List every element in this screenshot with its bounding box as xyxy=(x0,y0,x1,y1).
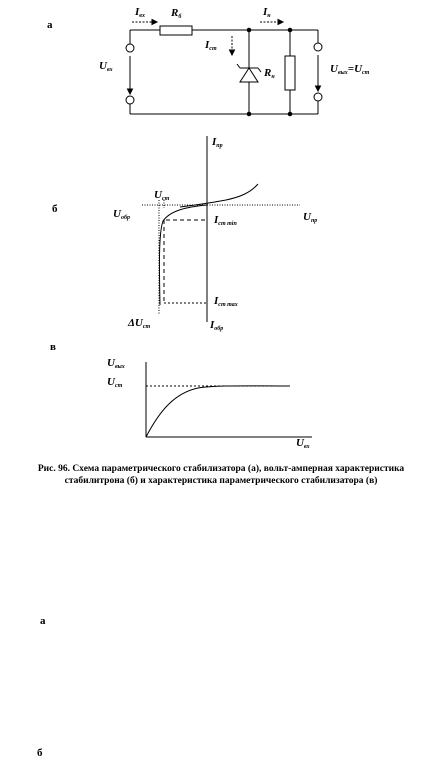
zener-bar-tail-left xyxy=(237,64,240,68)
ballast-resistor xyxy=(160,26,192,35)
label-u-out: $U_{вых}=U_{ст}$ xyxy=(330,63,370,76)
label-u-reverse: $U_{обр}$ xyxy=(113,208,130,221)
label-u-forward: $U_{пр}$ xyxy=(303,211,318,224)
label-i-in: $I_{вх}$ xyxy=(135,6,145,19)
label-i-zener: $I_{ст}$ xyxy=(205,39,217,52)
part-label-b-2: б xyxy=(37,747,43,759)
junction-dot xyxy=(247,28,251,32)
output-terminal-bottom xyxy=(314,93,322,101)
part-label-b: б xyxy=(52,203,58,215)
i-in-arrowhead xyxy=(152,20,157,25)
label-u-st: $U_{ст}$ xyxy=(154,189,170,202)
u-in-arrowhead xyxy=(128,89,133,94)
transfer-curve xyxy=(146,386,290,437)
zener-bar-tail-right xyxy=(258,68,261,72)
transfer-characteristic xyxy=(146,362,312,437)
input-terminal-top xyxy=(126,44,134,52)
label-i-reverse: $I_{обр}$ xyxy=(210,319,224,332)
junction-dot xyxy=(247,112,251,116)
label-u-in-axis: $U_{вх}$ xyxy=(296,437,310,450)
junction-dot xyxy=(288,112,292,116)
figure-caption: Рис. 96. Схема параметрического стабилизатора (а), вольт-амперная характеристика стабилитрона (б) и характеристика параметрического стабилизатора (в) xyxy=(37,464,405,486)
label-i-st-max: $I_{ст max}$ xyxy=(214,295,238,308)
input-terminal-bottom xyxy=(126,96,134,104)
i-load-arrowhead xyxy=(278,20,283,25)
part-label-a: а xyxy=(47,19,53,31)
output-terminal-top xyxy=(314,43,322,51)
i-zener-arrowhead xyxy=(230,50,235,55)
label-r-ballast: $R_б$ xyxy=(171,7,182,20)
label-u-in: $U_{вх}$ xyxy=(99,60,113,73)
part-label-v: в xyxy=(50,341,56,353)
label-i-st-min: $I_{ст min}$ xyxy=(214,214,237,227)
label-i-forward: $I_{пр}$ xyxy=(212,136,223,149)
circuit-diagram xyxy=(126,20,322,116)
iv-characteristic xyxy=(142,136,300,322)
forward-branch xyxy=(180,184,258,207)
u-out-arrowhead xyxy=(316,86,321,91)
label-delta-u-st: $\Delta U_{ст}$ xyxy=(128,317,151,330)
junction-dot xyxy=(288,28,292,32)
part-label-a-2: а xyxy=(40,615,46,627)
label-r-load: $R_н$ xyxy=(264,67,275,80)
load-resistor xyxy=(285,56,295,90)
zener-triangle xyxy=(240,68,258,82)
label-u-st-level: $U_{ст}$ xyxy=(107,376,123,389)
label-u-out-axis: $U_{вых}$ xyxy=(107,357,125,370)
label-i-load: $I_н$ xyxy=(263,6,271,19)
